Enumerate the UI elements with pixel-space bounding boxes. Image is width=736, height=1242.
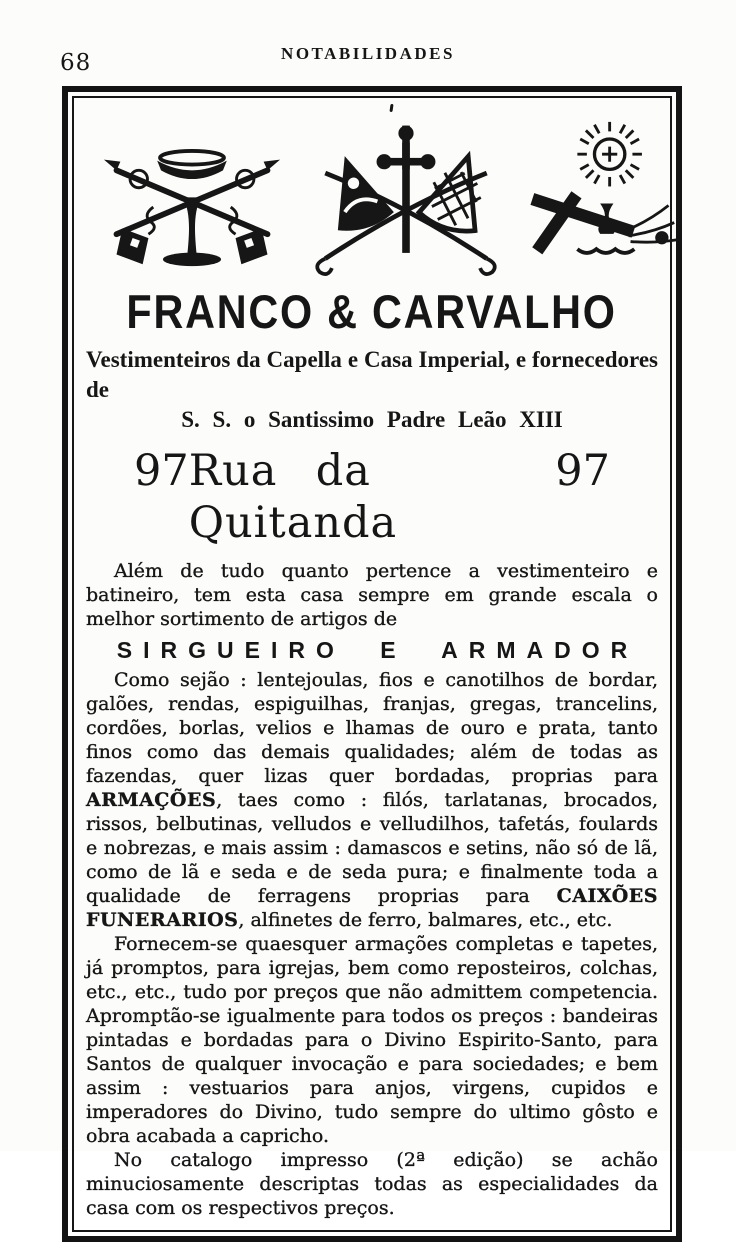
page-number: 68 (60, 50, 92, 76)
assortment-paragraph (86, 668, 658, 932)
section-heading: SIRGUEIRO E ARMADOR (116, 637, 639, 663)
street-number-left: 97 (134, 446, 189, 496)
advertiser-subtitle (86, 345, 658, 435)
street-name: Rua da Quitanda (188, 446, 398, 548)
intro-paragraph: Além de tudo quanto pertence a vestimenteiro e batineiro, tem esta casa sempre em grande escala o melhor sortimento de artigos de (86, 560, 658, 630)
assortment-text-2: , taes como : filós, tarlatanas, brocados, rissos, belbutinas, velludos e velludilhos, tafetás, foulards e nobrezas, e mais assim : damascos e setins, não só de lã, como de lã e seda e de seda pura; e finalmente toda a qualidade de ferragens proprias para (86, 789, 658, 907)
advertisement-frame (62, 86, 682, 1242)
subtitle-line-1: Vestimenteiros da Capella e Casa Imperial, e fornecedores de (86, 347, 658, 402)
vignette-row (86, 102, 658, 270)
maces-and-chalice-icon (94, 120, 290, 270)
street-number-right: 97 (555, 446, 610, 496)
subtitle-line-2: S. S. o Santissimo Padre Leão XIII (181, 407, 563, 432)
assortment-text-1: Como sejão : lentejoulas, fios e canotilhos de bordar, galões, rendas, espiguilhas, franjas, gregas, trancelins, cordões, borlas, velios e lhamas de ouro e prata, tanto finos como das demais qualidades; além de todas as fazendas, quer lizas quer bordadas, proprias para (86, 669, 658, 787)
street-address (86, 445, 658, 549)
mitres-and-cross-icon (290, 118, 522, 270)
assortment-emphasis-armacoes: ARMAÇÕES (86, 789, 217, 811)
advertisement (72, 96, 672, 1232)
assortment-emphasis-caixoes: CAIXÕES FUNERARIOS (86, 885, 658, 931)
running-title: NOTABILIDADES (281, 44, 455, 63)
advertiser-name (86, 284, 658, 339)
sunburst-and-relics-icon (522, 120, 684, 270)
assortment-text-3: , alfinetes de ferro, balmares, etc., etc. (238, 909, 613, 931)
advertiser-name-text: FRANCO & CARVALHO (126, 285, 618, 338)
catalog-paragraph: No catalogo impresso (2ª edição) se achão minuciosamente descriptas todas as especialidades da casa com os respectivos preços. (86, 1149, 658, 1219)
services-paragraph: Fornecem-se quaesquer armações completas e tapetes, já promptos, para igrejas, bem como reposteiros, colchas, etc., etc., tudo por preços que não admittem competencia. Apromptão-se igualmente para todos os preços : bandeiras pintadas e bordadas para o Divino Espirito-Santo, para Santos de qualquer invocação e para sociedades; e bem assim : vestuarios para anjos, virgens, cupidos e imperadores do Divino, tudo sempre do ultimo gôsto e obra acabada a capricho. (86, 933, 658, 1147)
